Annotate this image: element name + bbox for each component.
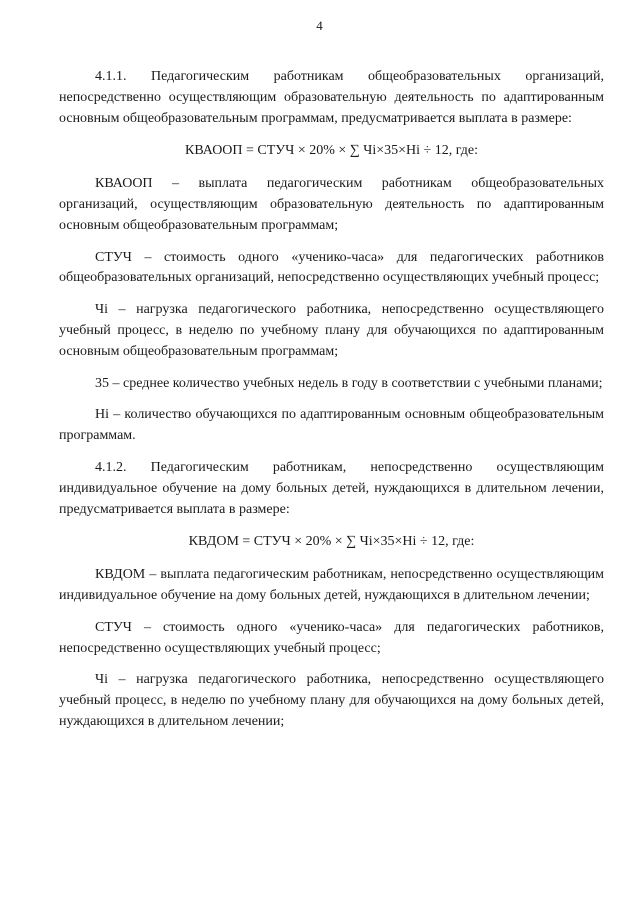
- formula-kvaoop: КВАООП = СТУЧ × 20% × ∑ Чi×35×Нi ÷ 12, где:: [184, 143, 478, 159]
- paragraph-4-1-1: 4.1.1. Педагогическим работникам общеобразовательных организаций, непосредственно осуществляющим образовательную деятельность по адаптированным основным общеобразовательным программам, предусматривается выплата в размере:: [59, 69, 604, 126]
- page-number: 4: [316, 18, 323, 33]
- paragraph-4-1-2: 4.1.2. Педагогическим работникам, непосредственно осуществляющим индивидуальное обучение на дому больных детей, нуждающихся в длительном лечении, предусматривается выплата в размере:: [59, 459, 604, 517]
- definition-kvdom: КВДОМ – выплата педагогическим работникам, непосредственно осуществляющим индивидуальное обучение на дому больных детей, нуждающихся в длительном лечении;: [59, 567, 604, 603]
- formula-kvdom: КВДОМ = СТУЧ × 20% × ∑ Чi×35×Нi ÷ 12, где:: [188, 534, 475, 550]
- definition-stuch: СТУЧ – стоимость одного «ученико-часа» для педагогических работников общеобразовательных организаций, непосредственно осуществляющих учебный процесс;: [59, 249, 604, 286]
- document-body: [59, 67, 604, 744]
- definition-weeks: 35 – среднее количество учебных недель в году в соответствии с учебными планами;: [95, 375, 603, 391]
- definition-ni: Нi – количество обучающихся по адаптированным основным общеобразовательным программам.: [59, 407, 604, 444]
- definition-chi: Чi – нагрузка педагогического работника, непосредственно осуществляющего учебный процесс, в неделю по учебному плану для обучающихся по адаптированным основным общеобразовательным программам;: [59, 302, 604, 359]
- definition-stuch-2: СТУЧ – стоимость одного «ученико-часа» для педагогических работников, непосредственно осуществляющих учебный процесс;: [59, 619, 604, 656]
- definition-chi-2: Чi – нагрузка педагогического работника, непосредственно осуществляющего учебный процесс, в неделю по учебному плану для обучающихся на дому больных детей, нуждающихся в длительном лечении;: [59, 672, 604, 729]
- definition-kvaoop: КВАООП – выплата педагогическим работникам общеобразовательных организаций, осуществляющим образовательную деятельность по адаптированным основным общеобразовательным программам;: [59, 176, 604, 233]
